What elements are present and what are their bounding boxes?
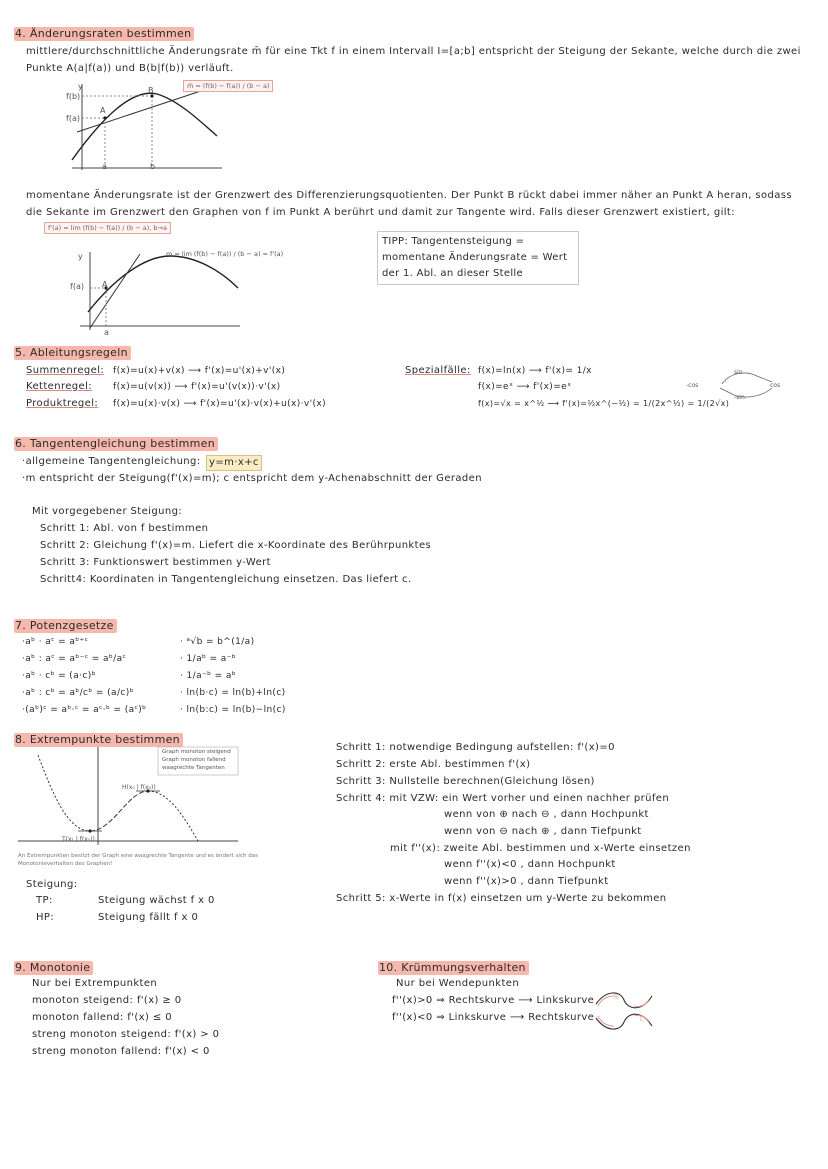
special-ln: f(x)=ln(x) ⟶ f'(x)= 1/x [478,366,592,376]
s9-line4: streng monoton steigend: f'(x) > 0 [32,1029,220,1040]
s8-steigung-label: Steigung: [26,879,78,890]
g2-a-tick: a [104,328,109,337]
g1-a-tick: a [102,162,107,171]
g2-point-a: A [102,280,108,289]
s4-line1: mittlere/durchschnittliche Änderungsrate m̄ für eine Tkt f in einem Intervall I=[a;b] entspricht der Steigung der Sekante, welche durch die zwei [26,46,801,57]
s4-line4: die Sekante im Grenzwert den Graphen von f im Punkt A berührt und damit zur Tangente wird. Falls dieser Grenzwert existiert, gilt: [26,207,736,218]
s8-f2-hp: wenn f''(x)<0 , dann Hochpunkt [444,859,616,870]
s6-subheading: Mit vorgegebener Steigung: [32,506,183,517]
chain-rule: f(x)=u(v(x)) ⟶ f'(x)=u'(v(x))·v'(x) [113,382,281,392]
s6-step2: Schritt 2: Gleichung f'(x)=m. Liefert die x-Koordinate des Berührpunktes [40,540,432,551]
s8-step3: Schritt 3: Nullstelle berechnen(Gleichung lösen) [336,776,595,787]
s8-step2: Schritt 2: erste Abl. bestimmen f'(x) [336,759,531,770]
s8-vzw-tp: wenn von ⊖ nach ⊕ , dann Tiefpunkt [444,826,642,837]
s8-hp-text: Steigung fällt f x 0 [98,912,199,923]
g1-y-label: y [78,82,83,91]
s9-line3: monoton fallend: f'(x) ≤ 0 [32,1012,172,1023]
legend-horizontal-tangent: waagrechte Tangenten [162,765,225,771]
tp-point-label: T(x₁ | f(x₁)) [62,836,95,843]
power-law-right-1: · ᵃ√b = b^(1/a) [180,637,255,647]
cycle-sin: sin [734,369,743,376]
g1-point-b: B [148,86,154,95]
power-law-left-2: ·aᵇ : aᶜ = aᵇ⁻ᶜ = aᵇ/aᶜ [22,654,127,664]
g1-b-tick: b [150,162,156,171]
special-cases-label: Spezialfälle: [405,365,471,376]
curvature-mark-r: R [614,994,619,1001]
section-6-title: 6. Tangentengleichung bestimmen [14,437,218,450]
section-7-title: 7. Potenzgesetze [14,619,117,632]
s8-step5: Schritt 5: x-Werte in f(x) einsetzen um y-Werte zu bekommen [336,893,667,904]
power-law-right-3: · 1/a⁻ᵇ = aᵇ [180,671,237,681]
secant-formula-box: m̄ = (f(b) − f(a)) / (b − a) [183,80,273,92]
power-law-right-4: · ln(b·c) = ln(b)+ln(c) [180,688,286,698]
special-sqrt: f(x)=√x = x^½ ⟶ f'(x)=½x^(−½) = 1/(2x^½) = 1/(2√x) [478,399,730,408]
s4-line3: momentane Änderungsrate ist der Grenzwert des Differenzierungsquotienten. Der Punkt B rückt dabei immer näher an Punkt A heran, sodass [26,190,793,201]
secant-graph [62,80,222,170]
product-rule: f(x)=u(x)·v(x) ⟶ f'(x)=u'(x)·v(x)+u(x)·v'(x) [113,399,327,409]
hp-point-label: H(x₀ | f(x₀)) [122,784,156,791]
s6-general-label: ·allgemeine Tangentengleichung: [22,456,201,467]
power-law-right-2: · 1/aᵇ = a⁻ᵇ [180,654,237,664]
tipp-box: TIPP: Tangentensteigung = momentane Änderungsrate = Wert der 1. Abl. an dieser Stelle [377,231,579,285]
s8-f2-tp: wenn f''(x)>0 , dann Tiefpunkt [444,876,609,887]
g2-fa-label: f(a) [70,282,84,291]
tangent-graph [70,250,240,330]
s10-line1: Nur bei Wendepunkten [396,978,520,989]
s8-hp-label: HP: [36,912,55,923]
section-8-title: 8. Extrempunkte bestimmen [14,733,183,746]
cycle-cos: cos [770,382,781,389]
cycle-minus-sin: -sin [734,394,745,401]
s8-second-derivative: mit f''(x): zweite Abl. bestimmen und x-Werte einsetzen [390,843,691,854]
s6-m-c-explanation: ·m entspricht der Steigung(f'(x)=m); c entspricht dem y-Achenabschnitt der Geraden [22,473,482,484]
s10-line3: f''(x)<0 ⇒ Linkskurve ⟶ Rechtskurve [392,1012,595,1023]
extrema-caption: An Extrempunkten besitzt der Graph eine waagrechte Tangente und es ändert sich das Monotonieverhalten des Graphen! [18,853,258,867]
sum-rule-label: Summenregel: [26,365,105,376]
s9-line5: streng monoton fallend: f'(x) < 0 [32,1046,210,1057]
legend-increasing: Graph monoton steigend [162,749,231,755]
power-law-right-5: · ln(b:c) = ln(b)−ln(c) [180,705,286,715]
power-law-left-4: ·aᵇ : cᵇ = aᵇ/cᵇ = (a/c)ᵇ [22,688,134,698]
chain-rule-label: Kettenregel: [26,381,93,392]
curvature-sketch-2 [592,1010,656,1032]
section-4-title: 4. Änderungsraten bestimmen [14,27,194,40]
power-law-left-3: ·aᵇ · cᵇ = (a·c)ᵇ [22,671,96,681]
section-5-title: 5. Ableitungsregeln [14,346,131,359]
s6-step1: Schritt 1: Abl. von f bestimmen [40,523,209,534]
s8-tp-label: TP: [36,895,53,906]
g1-point-a: A [100,106,106,115]
g2-y-label: y [78,252,83,261]
derivative-formula-box: f'(a) = lim (f(b) − f(a)) / (b − a), b→a [44,222,171,234]
s8-step4: Schritt 4: mit VZW: ein Wert vorher und einen nachher prüfen [336,793,670,804]
s6-step3: Schritt 3: Funktionswert bestimmen y-Wert [40,557,271,568]
s4-line2: Punkte A(a|f(a)) und B(b|f(b)) verläuft. [26,63,234,74]
special-exp: f(x)=eˣ ⟶ f'(x)=eˣ [478,382,572,392]
sum-rule: f(x)=u(x)+v(x) ⟶ f'(x)=u'(x)+v'(x) [113,366,286,376]
section-9-title: 9. Monotonie [14,961,93,974]
s8-step1: Schritt 1: notwendige Bedingung aufstellen: f'(x)=0 [336,742,615,753]
cycle-minus-cos: -cos [686,382,699,389]
section-10-title: 10. Krümmungsverhalten [378,961,529,974]
s8-vzw-hp: wenn von ⊕ nach ⊖ , dann Hochpunkt [444,809,649,820]
s9-line1: Nur bei Extrempunkten [32,978,158,989]
s10-line2: f''(x)>0 ⇒ Rechtskurve ⟶ Linkskurve [392,995,595,1006]
curvature-sketch-1 [592,990,656,1012]
power-law-left-1: ·aᵇ · aᶜ = aᵇ⁺ᶜ [22,637,89,647]
g1-fb-label: f(b) [66,92,81,101]
product-rule-label: Produktregel: [26,398,99,409]
s9-line2: monoton steigend: f'(x) ≥ 0 [32,995,182,1006]
s6-step4: Schritt4: Koordinaten in Tangentengleichung einsetzen. Das liefert c. [40,574,412,585]
s8-tp-text: Steigung wächst f x 0 [98,895,215,906]
legend-decreasing: Graph monoton fallend [162,757,226,763]
g1-fa-label: f(a) [66,114,80,123]
power-law-left-5: ·(aᵇ)ᶜ = aᵇ·ᶜ = aᶜ·ᵇ = (aᶜ)ᵇ [22,705,147,715]
tangent-equation-formula: y=m·x+c [206,455,262,471]
limit-formula: m = lim (f(b) − f(a)) / (b − a) = f'(a) [166,250,284,258]
curvature-mark-l: L [640,1016,644,1023]
